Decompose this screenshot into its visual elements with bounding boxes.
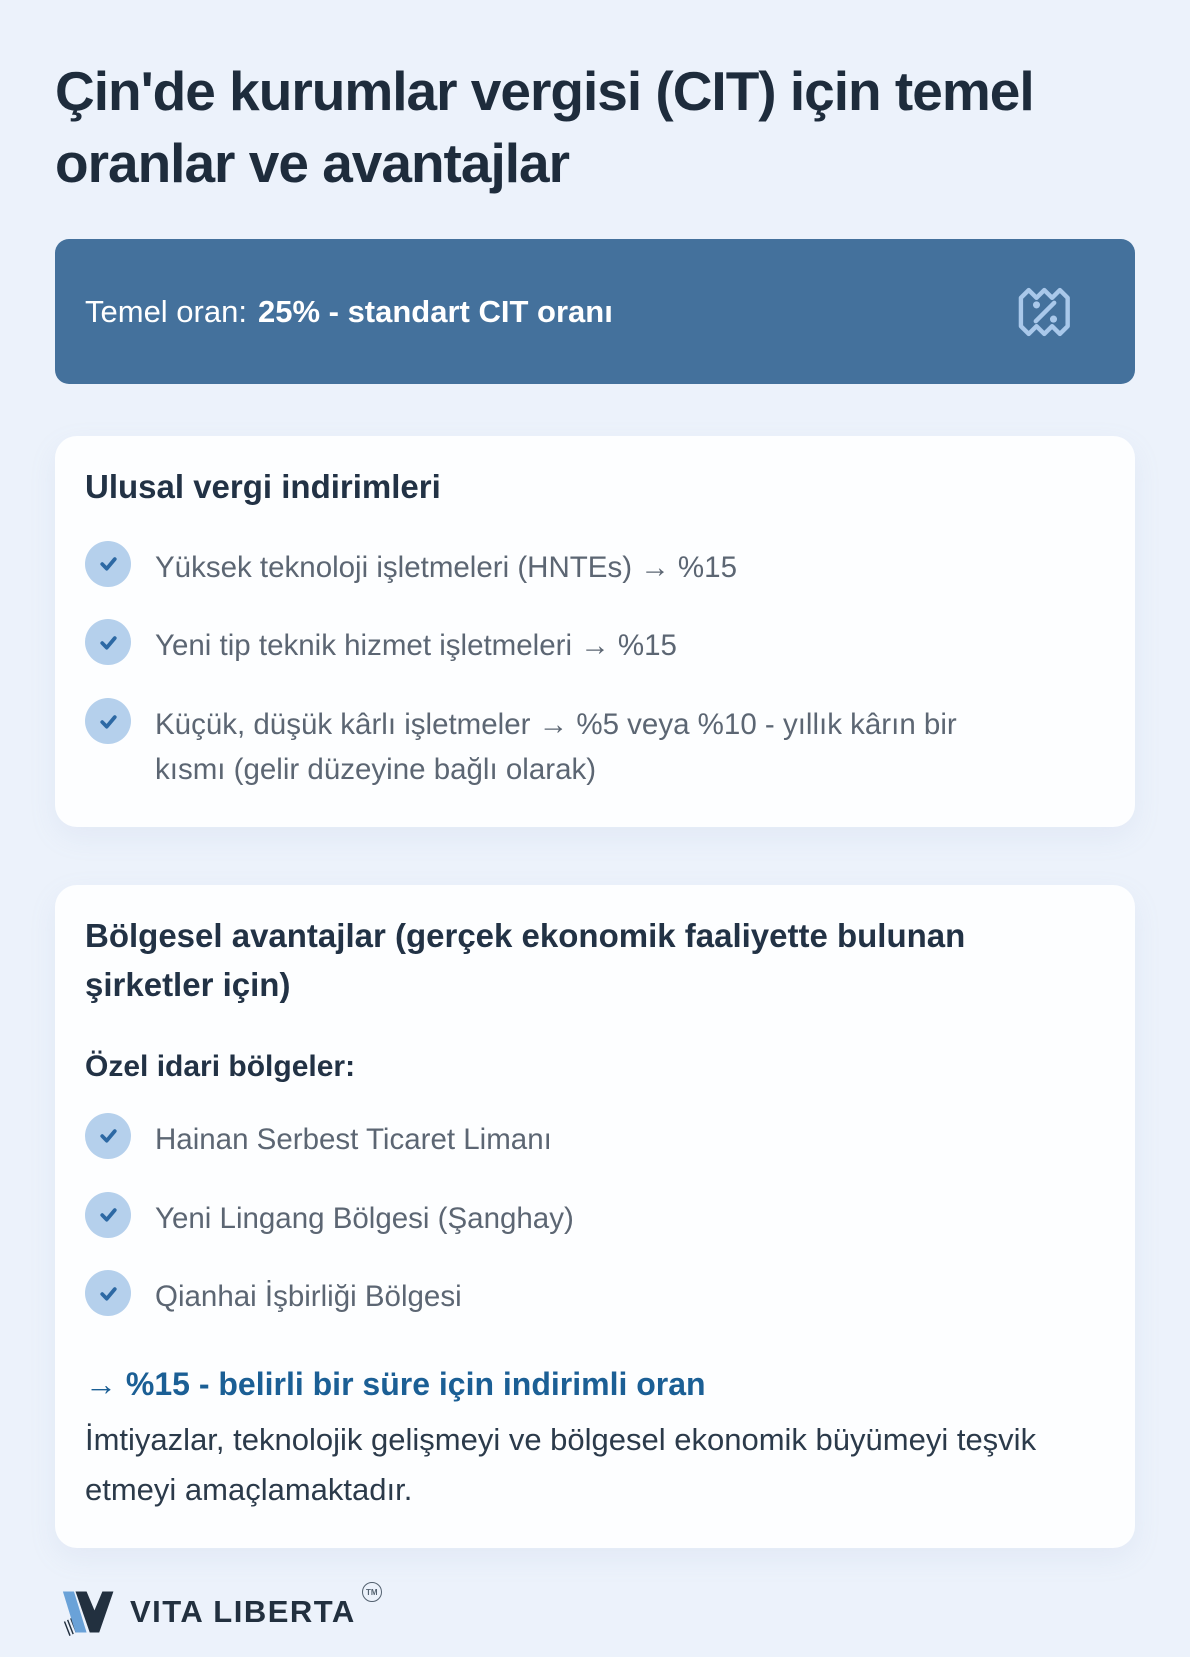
check-icon xyxy=(85,1192,131,1238)
purpose-note: İmtiyazlar, teknolojik gelişmeyi ve bölgesel ekonomik büyümeyi teşvik etmeyi amaçlamaktadır. xyxy=(85,1422,1037,1507)
regional-card-title: Bölgesel avantajlar (gerçek ekonomik faaliyette bulunan şirketler için) xyxy=(85,916,966,1004)
list-item-text: Hainan Serbest Ticaret Limanı xyxy=(155,1122,552,1156)
list-item-text: Yeni tip teknik hizmet işletmeleri → %15 xyxy=(155,629,677,663)
list-item xyxy=(85,698,1105,793)
regional-check-list xyxy=(85,1113,1105,1320)
footer xyxy=(55,1586,1135,1638)
list-item-text: Küçük, düşük kârlı işletmeler → %5 veya %10 - yıllık kârın bir kısmı (gelir düzeyine bağlı olarak) xyxy=(155,708,957,786)
base-rate-text xyxy=(85,294,613,330)
brand-name: VITA LIBERTA xyxy=(130,1594,356,1630)
list-item-text: Yüksek teknoloji işletmeleri (HNTEs) → %15 xyxy=(155,550,737,584)
page-title: Çin'de kurumlar vergisi (CIT) için temel oranlar ve avantajlar xyxy=(55,60,1034,194)
vita-liberta-logo-mark xyxy=(55,1586,115,1638)
list-item xyxy=(85,1270,1105,1320)
check-icon xyxy=(85,1270,131,1316)
reduced-rate-highlight: → %15 - belirli bir süre için indirimli oran xyxy=(85,1366,706,1403)
base-rate-value: 25% - standart CIT oranı xyxy=(257,293,613,329)
trademark-badge: TM xyxy=(362,1582,382,1602)
list-item xyxy=(85,619,1105,669)
check-icon xyxy=(85,1113,131,1159)
coupon-percent-icon xyxy=(1011,278,1079,346)
list-item xyxy=(85,1113,1105,1163)
special-zones-subtitle: Özel idari bölgeler: xyxy=(85,1049,356,1083)
brand-line xyxy=(130,1587,382,1630)
national-check-list xyxy=(85,541,1105,793)
national-card-title: Ulusal vergi indirimleri xyxy=(85,468,441,505)
list-item xyxy=(85,541,1105,591)
list-item xyxy=(85,1192,1105,1242)
regional-advantages-card xyxy=(55,885,1135,1549)
base-rate-banner xyxy=(55,239,1135,384)
check-icon xyxy=(85,698,131,744)
base-rate-label: Temel oran: xyxy=(85,293,247,329)
national-incentives-card xyxy=(55,436,1135,827)
check-icon xyxy=(85,619,131,665)
list-item-text: Yeni Lingang Bölgesi (Şanghay) xyxy=(155,1201,574,1235)
check-icon xyxy=(85,541,131,587)
list-item-text: Qianhai İşbirliği Bölgesi xyxy=(155,1280,462,1314)
